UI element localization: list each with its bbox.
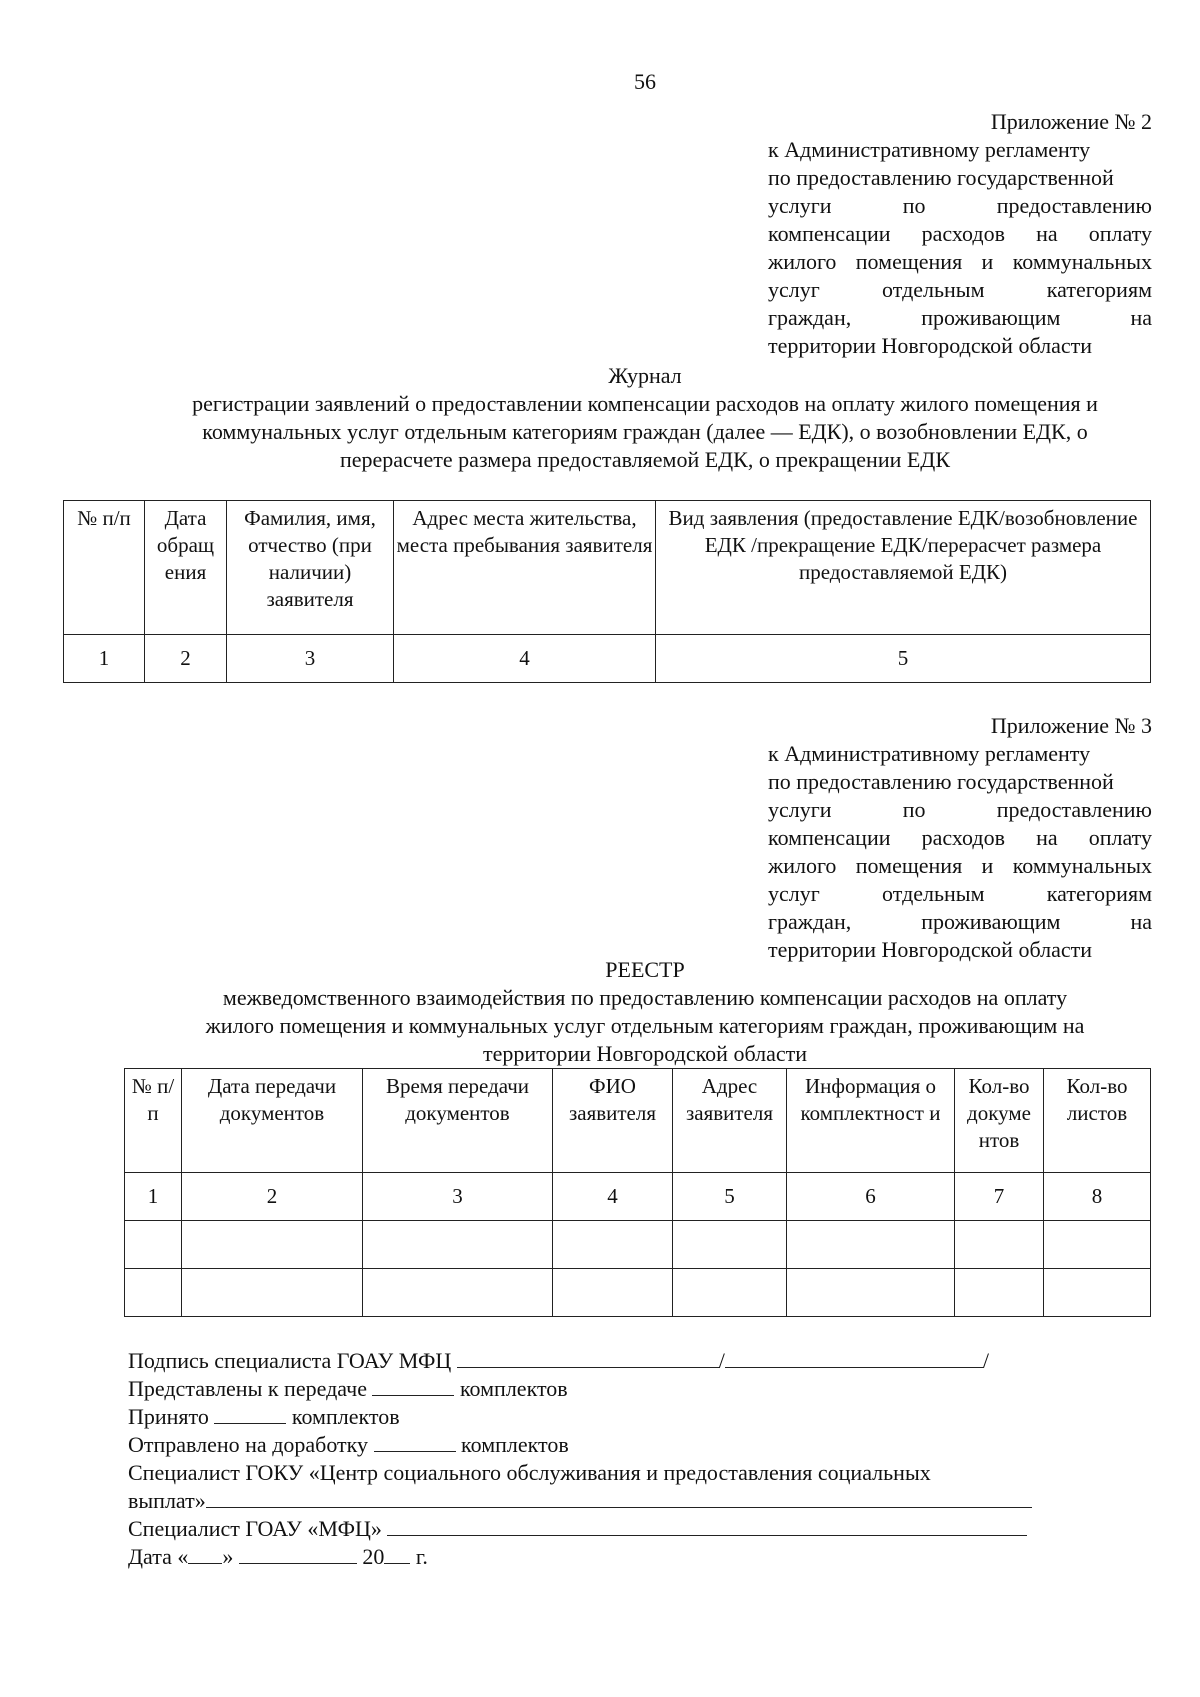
- appendix-3-text: [768, 740, 1152, 964]
- specialist-signature-label: Подпись специалиста ГОАУ МФЦ: [128, 1348, 452, 1373]
- appendix-3-line: услуг отдельным категориям: [768, 881, 1152, 906]
- journal-subtitle-line: регистрации заявлений о предоставлении компенсации расходов на оплату жилого помещения и: [192, 391, 1098, 416]
- appendix-2-line: компенсации расходов на оплату: [768, 221, 1152, 246]
- signature-name-blank[interactable]: [725, 1349, 983, 1368]
- journal-header-cell: Дата обращ ения: [145, 501, 227, 635]
- registry-empty-cell: [673, 1221, 787, 1269]
- registry-number-cell: 6: [787, 1173, 955, 1221]
- appendix-2-line: по предоставлению государственной: [768, 165, 1114, 190]
- journal-number-cell: 2: [145, 635, 227, 683]
- registry-subtitle-line: межведомственного взаимодействия по предоставлению компенсации расходов на оплату: [222, 985, 1068, 1010]
- appendix-3-number: Приложение № 3: [990, 713, 1152, 738]
- registry-empty-cell: [363, 1221, 553, 1269]
- appendix-2-number: Приложение № 2: [990, 109, 1152, 134]
- journal-number-cell: 1: [64, 635, 145, 683]
- accepted-line: [128, 1403, 1088, 1431]
- date-prefix: Дата «: [128, 1544, 189, 1569]
- registry-header-cell: Адрес заявителя: [673, 1069, 787, 1173]
- mfc-specialist-blank[interactable]: [387, 1517, 1027, 1536]
- page-number: 56: [634, 69, 656, 94]
- date-day-blank[interactable]: [188, 1545, 222, 1564]
- date-year: 20: [362, 1544, 385, 1569]
- accepted-count-blank[interactable]: [214, 1405, 286, 1424]
- registry-empty-row: [125, 1269, 1151, 1317]
- journal-subtitle-line: коммунальных услуг отдельным категориям граждан (далее — ЕДК), о возобновлении ЕДК, о: [202, 419, 1088, 444]
- appendix-3-line: услуги по предоставлению: [768, 797, 1152, 822]
- appendix-2-line: к Административному регламенту: [768, 137, 1091, 162]
- center-specialist-line1: Специалист ГОКУ «Центр социального обслуживания и предоставления социальных: [128, 1460, 931, 1485]
- journal-header-row: [64, 501, 1151, 635]
- registry-header-cell: Кол-во докуме нтов: [955, 1069, 1044, 1173]
- registry-empty-cell: [955, 1269, 1044, 1317]
- registry-header-row: [125, 1069, 1151, 1173]
- returned-label: Отправлено на доработку: [128, 1432, 369, 1457]
- registry-empty-cell: [125, 1269, 182, 1317]
- registry-table: [124, 1068, 1151, 1317]
- appendix-3-line: к Административному регламенту: [768, 741, 1091, 766]
- registry-empty-cell: [673, 1269, 787, 1317]
- registry-empty-cell: [363, 1269, 553, 1317]
- journal-header-cell: № п/п: [64, 501, 145, 635]
- registry-empty-cell: [1044, 1269, 1151, 1317]
- journal-number-cell: 4: [394, 635, 656, 683]
- appendix-2-line: услуг отдельным категориям: [768, 277, 1152, 302]
- registry-header-cell: Дата передачи документов: [182, 1069, 363, 1173]
- registry-number-cell: 2: [182, 1173, 363, 1221]
- center-specialist-blank[interactable]: [206, 1489, 1032, 1508]
- submitted-count-blank[interactable]: [372, 1377, 454, 1396]
- mfc-specialist-label: Специалист ГОАУ «МФЦ»: [128, 1516, 382, 1541]
- registry-empty-row: [125, 1221, 1151, 1269]
- registry-number-cell: 4: [553, 1173, 673, 1221]
- journal-table: [63, 500, 1151, 683]
- journal-number-cell: 3: [227, 635, 394, 683]
- registry-subtitle: [120, 984, 1170, 1068]
- registry-number-cell: 1: [125, 1173, 182, 1221]
- journal-header-cell: Вид заявления (предоставление ЕДК/возобновление ЕДК /прекращение ЕДК/перерасчет размера предоставляемой ЕДК): [656, 501, 1151, 635]
- signature-slash: /: [718, 1348, 725, 1373]
- registry-empty-cell: [553, 1221, 673, 1269]
- registry-number-cell: 7: [955, 1173, 1044, 1221]
- appendix-2-text: [768, 136, 1152, 360]
- appendix-3-line: жилого помещения и коммунальных: [768, 853, 1152, 878]
- registry-empty-cell: [955, 1221, 1044, 1269]
- registry-number-cell: 3: [363, 1173, 553, 1221]
- appendix-3-line: компенсации расходов на оплату: [768, 825, 1152, 850]
- registry-empty-cell: [182, 1221, 363, 1269]
- center-specialist-line2: [128, 1487, 1088, 1515]
- date-suffix: г.: [415, 1544, 428, 1569]
- appendix-2-line: территории Новгородской области: [768, 333, 1092, 358]
- date-line: [128, 1543, 1088, 1571]
- journal-subtitle: [120, 390, 1170, 474]
- registry-subtitle-line: жилого помещения и коммунальных услуг отдельным категориям граждан, проживающим на: [205, 1013, 1085, 1038]
- appendix-3-line: территории Новгородской области: [768, 937, 1092, 962]
- signature-blank[interactable]: [457, 1349, 719, 1368]
- date-year-blank[interactable]: [384, 1545, 410, 1564]
- appendix-3-line: по предоставлению государственной: [768, 769, 1114, 794]
- submitted-label: Представлены к передаче: [128, 1376, 367, 1401]
- journal-number-cell: 5: [656, 635, 1151, 683]
- registry-header-cell: Время передачи документов: [363, 1069, 553, 1173]
- appendix-3-line: граждан, проживающим на: [768, 909, 1152, 934]
- appendix-2-line: жилого помещения и коммунальных: [768, 249, 1152, 274]
- mfc-specialist-line: [128, 1515, 1088, 1543]
- registry-title: РЕЕСТР: [605, 957, 685, 982]
- registry-empty-cell: [787, 1221, 955, 1269]
- date-month-blank[interactable]: [239, 1545, 357, 1564]
- journal-header-cell: Адрес места жительства, места пребывания заявителя: [394, 501, 656, 635]
- returned-line: [128, 1431, 1088, 1459]
- registry-empty-cell: [182, 1269, 363, 1317]
- registry-empty-cell: [787, 1269, 955, 1317]
- registry-subtitle-line: территории Новгородской области: [483, 1041, 807, 1066]
- appendix-2-line: граждан, проживающим на: [768, 305, 1152, 330]
- registry-header-cell: Информация о комплектност и: [787, 1069, 955, 1173]
- journal-header-cell: Фамилия, имя, отчество (при наличии) заявителя: [227, 501, 394, 635]
- signature-slash: /: [982, 1348, 990, 1373]
- registry-empty-cell: [125, 1221, 182, 1269]
- sets-word: комплектов: [461, 1432, 569, 1457]
- appendix-2-line: услуги по предоставлению: [768, 193, 1152, 218]
- center-specialist-label: выплат»: [128, 1488, 206, 1513]
- journal-number-row: [64, 635, 1151, 683]
- registry-number-cell: 5: [673, 1173, 787, 1221]
- registry-header-cell: № п/п: [125, 1069, 182, 1173]
- registry-header-cell: Кол-во листов: [1044, 1069, 1151, 1173]
- registry-empty-cell: [553, 1269, 673, 1317]
- registry-empty-cell: [1044, 1221, 1151, 1269]
- returned-count-blank[interactable]: [374, 1433, 456, 1452]
- signature-section: [128, 1347, 1088, 1571]
- specialist-signature-line: [128, 1347, 1088, 1375]
- registry-number-row: [125, 1173, 1151, 1221]
- registry-header-cell: ФИО заявителя: [553, 1069, 673, 1173]
- journal-subtitle-line: перерасчете размера предоставляемой ЕДК, о прекращении ЕДК: [339, 447, 950, 472]
- accepted-label: Принято: [128, 1404, 209, 1429]
- sets-word: комплектов: [291, 1404, 400, 1429]
- date-quote-close: »: [222, 1544, 234, 1569]
- sets-word: комплектов: [459, 1376, 568, 1401]
- submitted-line: [128, 1375, 1088, 1403]
- registry-number-cell: 8: [1044, 1173, 1151, 1221]
- journal-title: Журнал: [608, 363, 682, 388]
